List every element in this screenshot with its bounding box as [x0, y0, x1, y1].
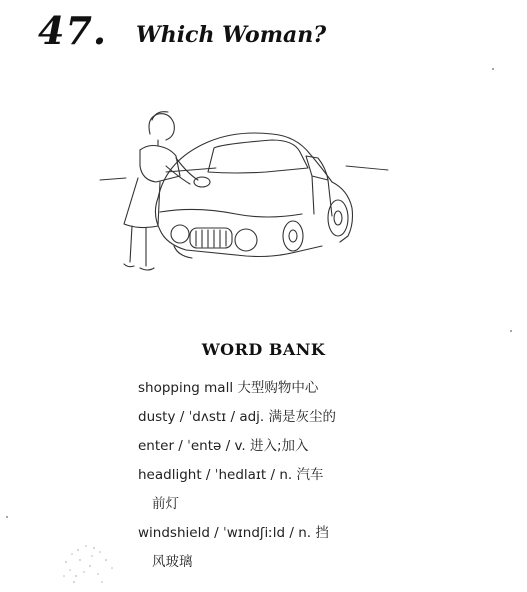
lesson-title: Which Woman?	[136, 22, 327, 48]
margin-speck	[492, 68, 494, 70]
word-bank-heading: WORD BANK	[201, 340, 326, 359]
margin-speck	[510, 330, 512, 332]
entry-text: windshield / ˈwɪndʃiːld / n. 挡	[138, 525, 329, 541]
word-bank-list	[138, 374, 468, 577]
lesson-number: 47.	[38, 8, 108, 53]
entry-text: enter / ˈentə / v. 进入;加入	[138, 438, 309, 454]
entry-text: headlight / ˈhedlaɪt / n. 汽车	[138, 467, 324, 483]
word-bank-entry	[138, 403, 468, 432]
page-header	[38, 8, 498, 52]
entry-continuation: 前灯	[152, 496, 179, 512]
entry-text: dusty / ˈdʌstɪ / adj. 满是灰尘的	[138, 409, 336, 425]
entry-text: shopping mall 大型购物中心	[138, 380, 319, 396]
word-bank-entry	[138, 519, 468, 577]
word-bank-entry	[138, 374, 468, 403]
entry-continuation: 风玻璃	[152, 554, 193, 570]
word-bank-entry	[138, 461, 468, 519]
scan-smudge-mark	[56, 532, 126, 588]
word-bank-entry	[138, 432, 468, 461]
woman-cleaning-car-illustration	[96, 96, 392, 286]
margin-speck	[6, 516, 8, 518]
